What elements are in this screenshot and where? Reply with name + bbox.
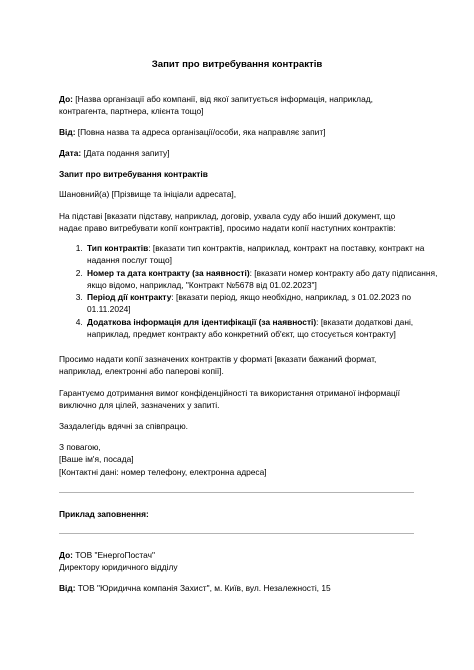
example-from-field <box>59 582 412 594</box>
list-item-text: : [вказати період, якщо необхідно, наприклад, з 01.02.2023 по 01.11.2024] <box>87 292 412 315</box>
example-from-text: ТОВ "Юридична компанія Захист", м. Київ, вул. Незалежності, 15 <box>75 583 331 593</box>
example-from-label: Від: <box>59 583 76 593</box>
signature-name: [Ваше ім'я, посада] <box>59 454 134 465</box>
divider <box>59 533 414 534</box>
thanks-line: Заздалегідь вдячні за співпрацю. <box>59 421 188 431</box>
example-to-field <box>59 549 412 574</box>
signature-block <box>59 441 412 478</box>
date-label: Дата: <box>59 148 82 158</box>
intro-paragraph: На підставі [вказати підставу, наприклад, договір, ухвала суду або інший документ, що надає право витребувати копії контрактів], просимо надати копії наступних контрактів: <box>59 211 396 234</box>
list-item-text: : [вказати номер контракту або дату підписання, якщо відомо, наприклад, "Контракт №5678 від 01.02.2023"] <box>87 267 438 290</box>
list-item-label: Номер та дата контракту (за наявності) <box>87 267 250 278</box>
list-item-label: Період дії контракту <box>87 292 172 303</box>
format-paragraph: Просимо надати копії зазначених контрактів у форматі [вказати бажаний формат, наприклад, електронні або паперові копії]. <box>59 354 377 377</box>
list-item-text: : [вказати тип контрактів, наприклад, контракт на поставку, контракт на надання послуг тощо] <box>87 243 425 266</box>
to-label: До: <box>59 94 73 104</box>
to-field <box>59 93 412 118</box>
date-field <box>59 147 412 159</box>
confidentiality-paragraph: Гарантуємо дотримання вимог конфіденційності та використання отриманої інформації виключно для цілей, зазначених у запиті. <box>59 388 400 411</box>
subject-line: Запит про витребування контрактів <box>59 169 208 179</box>
list-item <box>85 267 438 292</box>
from-text: [Повна назва та адреса організації/особи, яка направляє запит] <box>75 127 326 137</box>
list-item <box>85 242 438 267</box>
document-title: Запит про витребування контрактів <box>151 59 323 70</box>
example-heading: Приклад заповнення: <box>59 509 149 519</box>
example-to-label: До: <box>59 550 73 560</box>
list-item-label: Додаткова інформація для ідентифікації (за наявності) <box>87 316 317 327</box>
list-item-text: : [вказати додаткові дані, наприклад, предмет контракту або конкретний об'єкт, що стосується контракту] <box>87 316 414 340</box>
example-to-text: ТОВ "ЕнергоПостач" <box>72 550 155 560</box>
from-label: Від: <box>59 127 76 137</box>
example-to-line2: Директору юридичного відділу <box>59 562 178 573</box>
from-field <box>59 126 412 138</box>
greeting: Шановний(а) [Прізвище та ініціали адресата], <box>59 189 237 199</box>
closing-line: З повагою, <box>59 442 101 452</box>
contract-list <box>59 242 438 340</box>
to-text: [Назва організації або компанії, від якої запитується інформація, наприклад, контрагента, партнера, клієнта тощо] <box>59 94 373 117</box>
date-text: [Дата подання запиту] <box>81 148 170 158</box>
divider <box>59 492 414 493</box>
list-item <box>85 291 438 316</box>
list-item-label: Тип контрактів <box>87 243 149 253</box>
list-item <box>85 316 438 341</box>
signature-contacts: [Контактні дані: номер телефону, електронна адреса] <box>59 466 267 477</box>
